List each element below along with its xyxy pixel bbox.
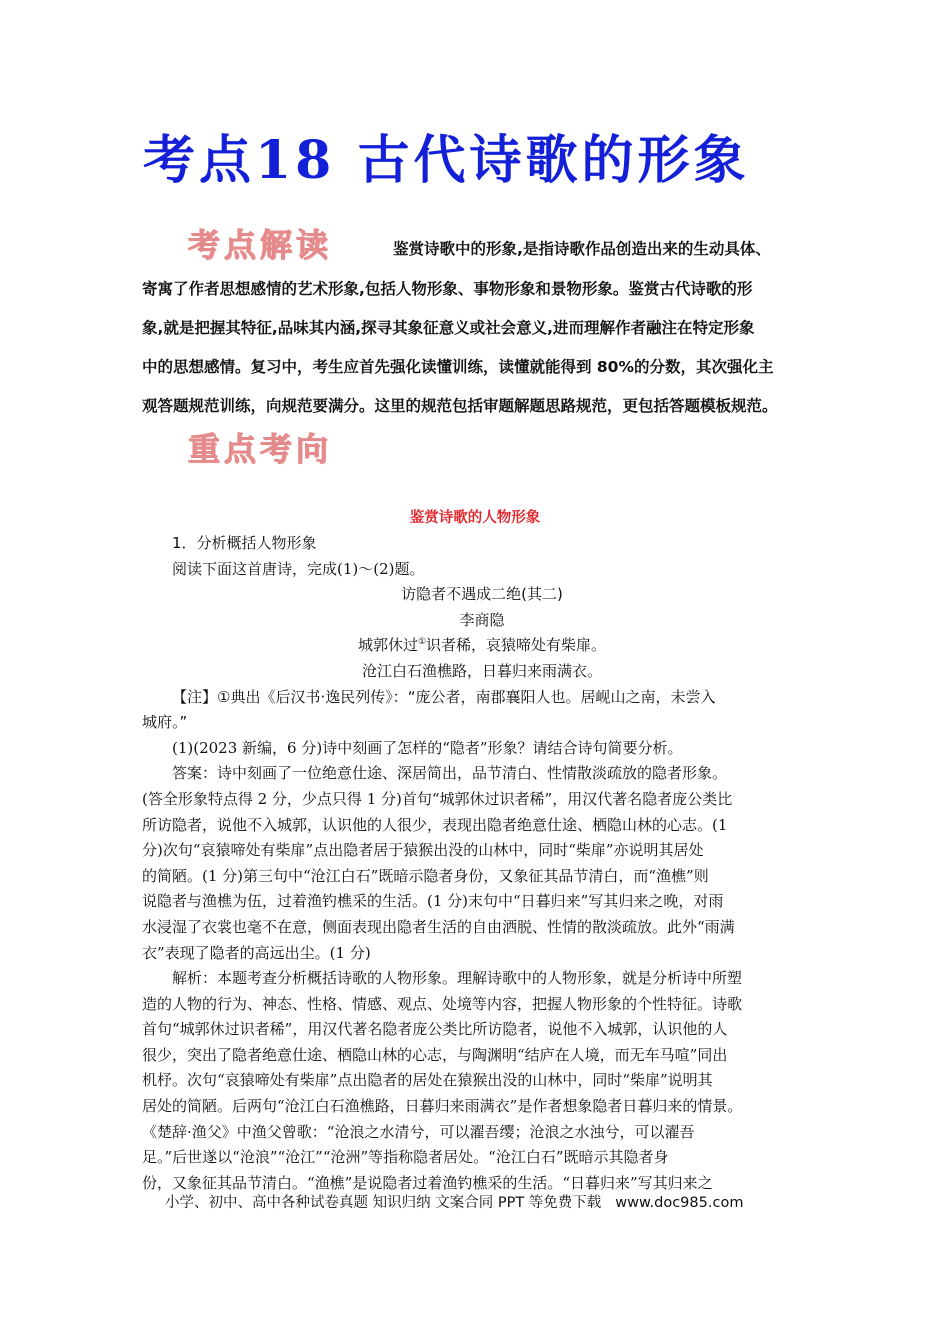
footer-text: 小学、初中、高中各种试卷真题 知识归纳 文案合同 PPT 等免费下载 xyxy=(165,1195,602,1211)
section-tag-focus: 重点考向 xyxy=(188,430,333,468)
note-line: 城府。” xyxy=(142,713,188,732)
instruction: 阅读下面这首唐诗，完成(1)～(2)题。 xyxy=(172,559,425,578)
section-tag-reading: 考点解读 xyxy=(188,226,333,264)
analysis-line: 《楚辞·渔父》中渔父曾歌：“沧浪之水清兮，可以濯吾缨；沧浪之水浊兮，可以濯吾 xyxy=(142,1122,695,1141)
answer-line: 答案：诗中刻画了一位绝意仕途、深居简出，品节清白、性情散淡疏放的隐者形象。 xyxy=(172,764,728,783)
analysis-line: 首句“城郭休过识者稀”，用汉代著名隐者庞公类比所访隐者，说他不入城郭，认识他的人 xyxy=(142,1020,728,1039)
intro-line: 寄寓了作者思想感情的艺术形象,包括人物形象、事物形象和景物形象。鉴赏古代诗歌的形 xyxy=(142,280,753,298)
poem-title: 访隐者不遇成二绝(其二) xyxy=(401,585,563,604)
section-heading: 鉴赏诗歌的人物形象 xyxy=(409,510,541,526)
analysis-line: 解析：本题考查分析概括诗歌的人物形象。理解诗歌中的人物形象，就是分析诗中所塑 xyxy=(172,969,743,988)
answer-line: 分)次句“哀猿啼处有柴扉”点出隐者居于猿猴出没的山林中，同时“柴扉”亦说明其居处 xyxy=(142,841,704,860)
analysis-line: 居处的简陋。后两句“沧江白石渔樵路，日暮归来雨满衣”是作者想象隐者日暮归来的情景。 xyxy=(142,1097,743,1116)
answer-line: 所访隐者，说他不入城郭，认识他的人很少，表现出隐者绝意仕途、栖隐山林的心志。(1 xyxy=(142,815,728,834)
item-heading: 1．分析概括人物形象 xyxy=(172,534,317,552)
answer-line: 衣”表现了隐者的高远出尘。(1 分) xyxy=(142,943,371,962)
intro-first-line xyxy=(393,230,950,269)
intro-line: 中的思想感情。复习中，考生应首先强化读懂训练，读懂就能得到 80%的分数，其次强化主 xyxy=(142,358,774,376)
answer-line: 的简陋。(1 分)第三句中“沧江白石”既暗示隐者身份，又象征其品节清白，而“渔樵”则 xyxy=(142,866,709,885)
analysis-line: 份，又象征其品节清白。“渔樵”是说隐者过着渔钓樵采的生活。“日暮归来”写其归来之 xyxy=(142,1173,713,1192)
answer-line: 水浸湿了衣裳也毫不在意，侧面表现出隐者生活的自由洒脱、性情的散淡疏放。此外“雨满 xyxy=(142,917,735,936)
intro-paragraph xyxy=(142,270,822,426)
analysis-line: 造的人物的行为、神态、性格、情感、观点、处境等内容，把握人物形象的个性特征。诗歌 xyxy=(142,994,743,1013)
analysis-line: 很少，突出了隐者绝意仕途、栖隐山林的心志，与陶渊明“结庐在人境，而无车马喧”同出 xyxy=(142,1045,728,1064)
analysis-line: 机杼。次句“哀猿啼处有柴扉”点出隐者的居处在猿猴出没的山林中，同时“柴扉”说明其 xyxy=(142,1071,713,1090)
poem-line-2: 沧江白石渔樵路，日暮归来雨满衣。 xyxy=(361,661,602,680)
answer-line: 说隐者与渔樵为伍，过着渔钓樵采的生活。(1 分)末句中“日暮归来”写其归来之晚，对雨 xyxy=(142,892,724,911)
poem-author: 李商隐 xyxy=(459,610,505,629)
analysis-line: 足。”后世遂以“沧浪”“沧江”“沧洲”等指称隐者居处。“沧江白石”既暗示其隐者身 xyxy=(142,1148,669,1167)
page-title: 考点18 古代诗歌的形象 xyxy=(143,130,750,191)
answer-line: (答全形象特点得 2 分，少点只得 1 分)首句“城郭休过识者稀”，用汉代著名隐者庞公类比 xyxy=(142,789,733,808)
footer xyxy=(165,1191,757,1212)
question-text: (1)(2023 新编，6 分)诗中刻画了怎样的“隐者”形象？请结合诗句简要分析。 xyxy=(172,738,683,757)
poem-line-1 xyxy=(142,633,822,659)
question-body xyxy=(142,531,822,1196)
footer-link[interactable]: www.doc985.com xyxy=(615,1195,744,1211)
intro-line: 观答题规范训练，向规范要满分。这里的规范包括审题解题思路规范，更包括答题模板规范。 xyxy=(142,397,778,415)
note-line: 【注】①典出《后汉书·逸民列传》：“庞公者，南郡襄阳人也。居岘山之南，未尝入 xyxy=(172,687,716,706)
poem-line-1a: 城郭休过 xyxy=(357,636,418,655)
note-marker: ① xyxy=(417,637,427,648)
poem-line-1b: 识者稀，哀猿啼处有柴扉。 xyxy=(426,636,607,655)
intro-line: 鉴赏诗歌中的形象,是指诗歌作品创造出来的生动具体、 xyxy=(393,240,771,258)
intro-line: 象,就是把握其特征,品味其内涵,探寻其象征意义或社会意义,进而理解作者融注在特定形象 xyxy=(142,319,755,337)
